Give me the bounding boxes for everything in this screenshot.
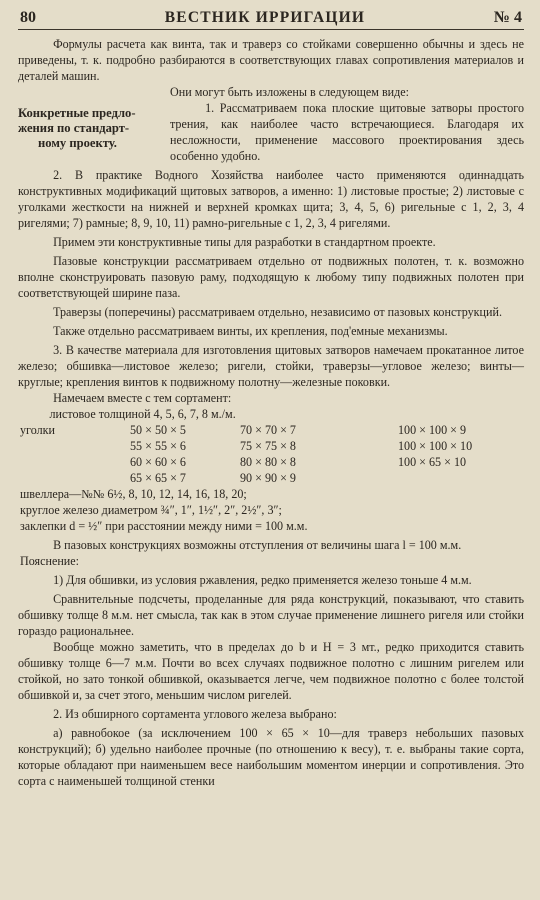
- paragraph-screws: Также отдельно рассматриваем винты, их крепления, под'емные механизмы.: [53, 324, 448, 338]
- angle-iron-label: уголки: [20, 423, 55, 437]
- issue-number: № 4: [493, 9, 522, 26]
- sidebar-heading-line: жения по стандарт-: [18, 121, 130, 135]
- running-header: [18, 10, 524, 30]
- paragraph-general-note: Вообще можно заметить, что в пределах до b и H = 3 мт., редко приходится ставить обшивку толще 6—7 м.м. Почти во всех случаях подвижное полотно с лишним ригелем или стойкой, но зато тонкой обшивкой, оказывается легче, чем подвижное полотно с более толстой обшивкой и, за счет этого, меньшим числом ригелей.: [18, 640, 524, 702]
- paragraph-point-3: 3. В качестве материала для изготовления щитовых затворов намечаем прокатанное литое железо; обшивка—листовое железо; ригели, стойки, траверзы—угловое железо; винты—круглые; крепления винтов к подвижному полотну—железные поковки.: [18, 343, 524, 389]
- paragraph-assortment: Намечаем вместе с тем сортамент:: [53, 391, 232, 405]
- paragraph-channels: швеллера—№№ 6½, 8, 10, 12, 14, 16, 18, 20;: [20, 487, 247, 501]
- angle-iron-cell: 100 × 100 × 10: [398, 439, 473, 453]
- angle-iron-table: [18, 422, 524, 486]
- paragraph-selection: а) равнобокое (за исключением 100 × 65 × 10—для траверз небольших пазовых конструкций); б) удельно наиболее прочные (по отношению к весу), т. е. выбраны такие сорта, которые обладают при наименьшем весе наибольшим моментом инерции и сопротивления. Это сорта с наименьшей толщиной стенки: [18, 726, 524, 788]
- angle-iron-cell: 70 × 70 × 7: [240, 423, 296, 437]
- paragraph-traverses: Траверзы (поперечины) рассматриваем отдельно, независимо от пазовых конструкций.: [53, 305, 502, 319]
- angle-iron-cell: 55 × 55 × 6: [130, 439, 186, 453]
- paragraph-point-2: 2. В практике Водного Хозяйства наиболее часто применяются одиннадцать конструктивных модификаций щитовых затворов, а именно: 1) листовые простые; 2) листовые с уголками жесткости на нижней и верхней кромках щита; 3, 4, 5, 6) ригельные с 1, 2, 3, 4 ригелями; 7) рамные; 8, 9, 10, 11) рамно-ригельные с 1, 2, 3, 4 ригелями.: [18, 168, 524, 230]
- paragraph-intro: Они могут быть изложены в следующем виде:: [170, 85, 410, 99]
- paragraph-groove: Пазовые конструкции рассматриваем отдельно от подвижных полотен, т. к. возможно вполне сконструировать пазовую раму, подходящую к любому типу подвижных полотен при соответствующей ширине паза.: [18, 254, 524, 300]
- angle-iron-cell: 65 × 65 × 7: [130, 471, 186, 485]
- angle-iron-cell: 80 × 80 × 8: [240, 455, 296, 469]
- angle-iron-cell: 90 × 90 × 9: [240, 471, 296, 485]
- journal-title: ВЕСТНИК ИРРИГАЦИИ: [164, 9, 366, 26]
- paragraph-point-1: 1. Рассматриваем пока плоские щитовые затворы простого трения, как наиболее часто встречающиеся. Благодаря их несложности, применение массового проектирования здесь особенно удобно.: [170, 101, 524, 163]
- angle-iron-cell: 75 × 75 × 8: [240, 439, 296, 453]
- page-number: 80: [20, 9, 36, 26]
- sidebar-heading-line: ному проекту.: [38, 136, 117, 150]
- sidebar-heading: [18, 106, 164, 151]
- paragraph-round-iron: круглое железо диаметром ¾″, 1″, 1½″, 2″, 2½″, 3″;: [20, 503, 282, 517]
- angle-iron-cell: 50 × 50 × 5: [130, 423, 186, 437]
- angle-iron-cell: 60 × 60 × 6: [130, 455, 186, 469]
- paragraph-formulas: Формулы расчета как винта, так и траверз со стойками совершенно обычны и здесь не приведены, т. к. подробно разбираются в соответствующих главах сопротивления материалов и деталей машин.: [18, 37, 524, 83]
- paragraph-comparison: Сравнительные подсчеты, проделанные для ряда конструкций, показывают, что ставить обшивку толще 8 м.м. нет смысла, так как в этом случае применение лишнего ригеля или стойки гораздо рациональнее.: [18, 592, 524, 638]
- angle-iron-cell: [368, 470, 524, 486]
- paragraph-rivets: заклепки d = ½″ при расстоянии между ними = 100 м.м.: [20, 519, 308, 533]
- paragraph-sheet: листовое толщиной 4, 5, 6, 7, 8 м./м.: [49, 407, 236, 421]
- angle-iron-cell: 100 × 65 × 10: [398, 455, 467, 469]
- angle-iron-cell: 100 × 100 × 9: [398, 423, 467, 437]
- paragraph-explanation-2: 2. Из обширного сортамента углового железа выбрано:: [53, 707, 337, 721]
- paragraph-pitch: В пазовых конструкциях возможны отступления от величины шага l = 100 м.м.: [53, 538, 462, 552]
- paragraph-explanation-heading: Пояснение:: [20, 554, 79, 568]
- paragraph-explanation-1: 1) Для обшивки, из условия ржавления, редко применяется железо тоньше 4 м.м.: [53, 573, 472, 587]
- sidebar-heading-line: Конкретные предло-: [18, 106, 136, 120]
- paragraph-types: Примем эти конструктивные типы для разработки в стандартном проекте.: [53, 235, 436, 249]
